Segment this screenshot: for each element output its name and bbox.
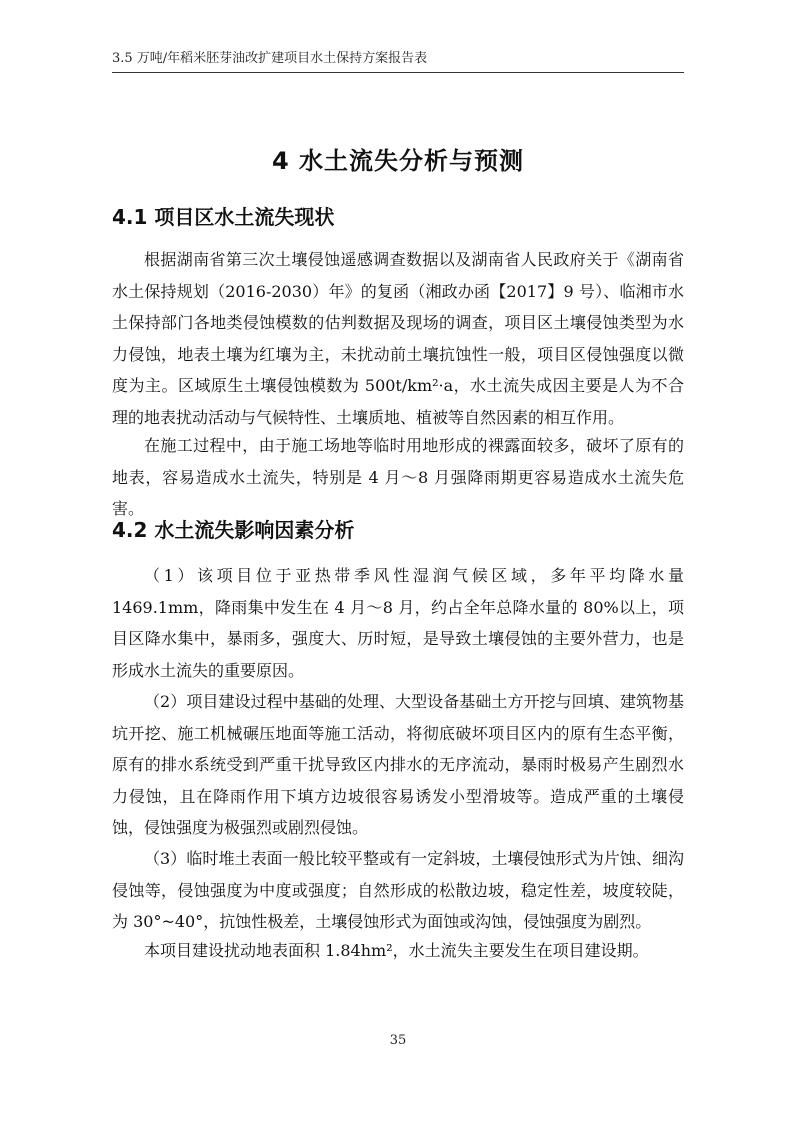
paragraph-construction-impact: 在施工过程中，由于施工场地等临时用地形成的裸露面较多，破坏了原有的地表，容易造成水土流失，特别是 4 月～8 月强降雨期更容易造成水土流失危害。 — [112, 436, 684, 518]
paragraph-factor-climate: （1）该项目位于亚热带季风性湿润气候区域，多年平均降水量 1469.1mm，降雨集中发生在 4 月～8 月，约占全年总降水量的 80%以上，项目区降水集中，暴雨多，强度大、历时短，是导致土壤侵蚀的主要外营力，也是形成水土流失的重要原因。 — [112, 566, 684, 680]
paragraph-disturbed-area: 本项目建设扰动地表面积 1.84hm²，水土流失主要发生在项目建设期。 — [144, 941, 649, 960]
page-number: 35 — [389, 1033, 407, 1048]
paragraph-factor-stockpile: （3）临时堆土表面一般比较平整或有一定斜坡，土壤侵蚀形式为片蚀、细沟侵蚀等，侵蚀强度为中度或强度；自然形成的松散边坡，稳定性差，坡度较陡，为 30°~40°，抗蚀性极差，土壤侵蚀形式为面蚀或沟蚀，侵蚀强度为剧烈。 — [112, 849, 684, 931]
paragraph-factor-construction: （2）项目建设过程中基础的处理、大型设备基础土方开挖与回填、建筑物基坑开挖、施工机械碾压地面等施工活动，将彻底破坏项目区内的原有生态平衡，原有的排水系统受到严重干扰导致区内排水的无序流动，暴雨时极易产生剧烈水力侵蚀，且在降雨作用下填方边坡很容易诱发小型滑坡等。造成严重的土壤侵蚀，侵蚀强度为极强烈或剧烈侵蚀。 — [112, 692, 684, 837]
chapter-title: 4 水土流失分析与预测 — [271, 147, 525, 175]
section-heading-4-1: 4.1 项目区水土流失现状 — [112, 205, 335, 229]
header-divider — [112, 72, 684, 73]
paragraph-erosion-status: 根据湖南省第三次土壤侵蚀遥感调查数据以及湖南省人民政府关于《湖南省水土保持规划（2016-2030）年》的复函（湘政办函【2017】9 号）、临湘市水土保持部门各地类侵蚀模数的估判数据及现场的调查，项目区土壤侵蚀类型为水力侵蚀，地表土壤为红壤为主，未扰动前土壤抗蚀性一般，项目区侵蚀强度以微度为主。区域原生土壤侵蚀模数为 500t/km²·a，水土流失成因主要是人为不合理的地表扰动活动与气候特性、土壤质地、植被等自然因素的相互作用。 — [112, 250, 684, 427]
section-heading-4-2: 4.2 水土流失影响因素分析 — [112, 518, 355, 542]
running-header: 3.5 万吨/年稻米胚芽油改扩建项目水土保持方案报告表 — [112, 51, 428, 66]
